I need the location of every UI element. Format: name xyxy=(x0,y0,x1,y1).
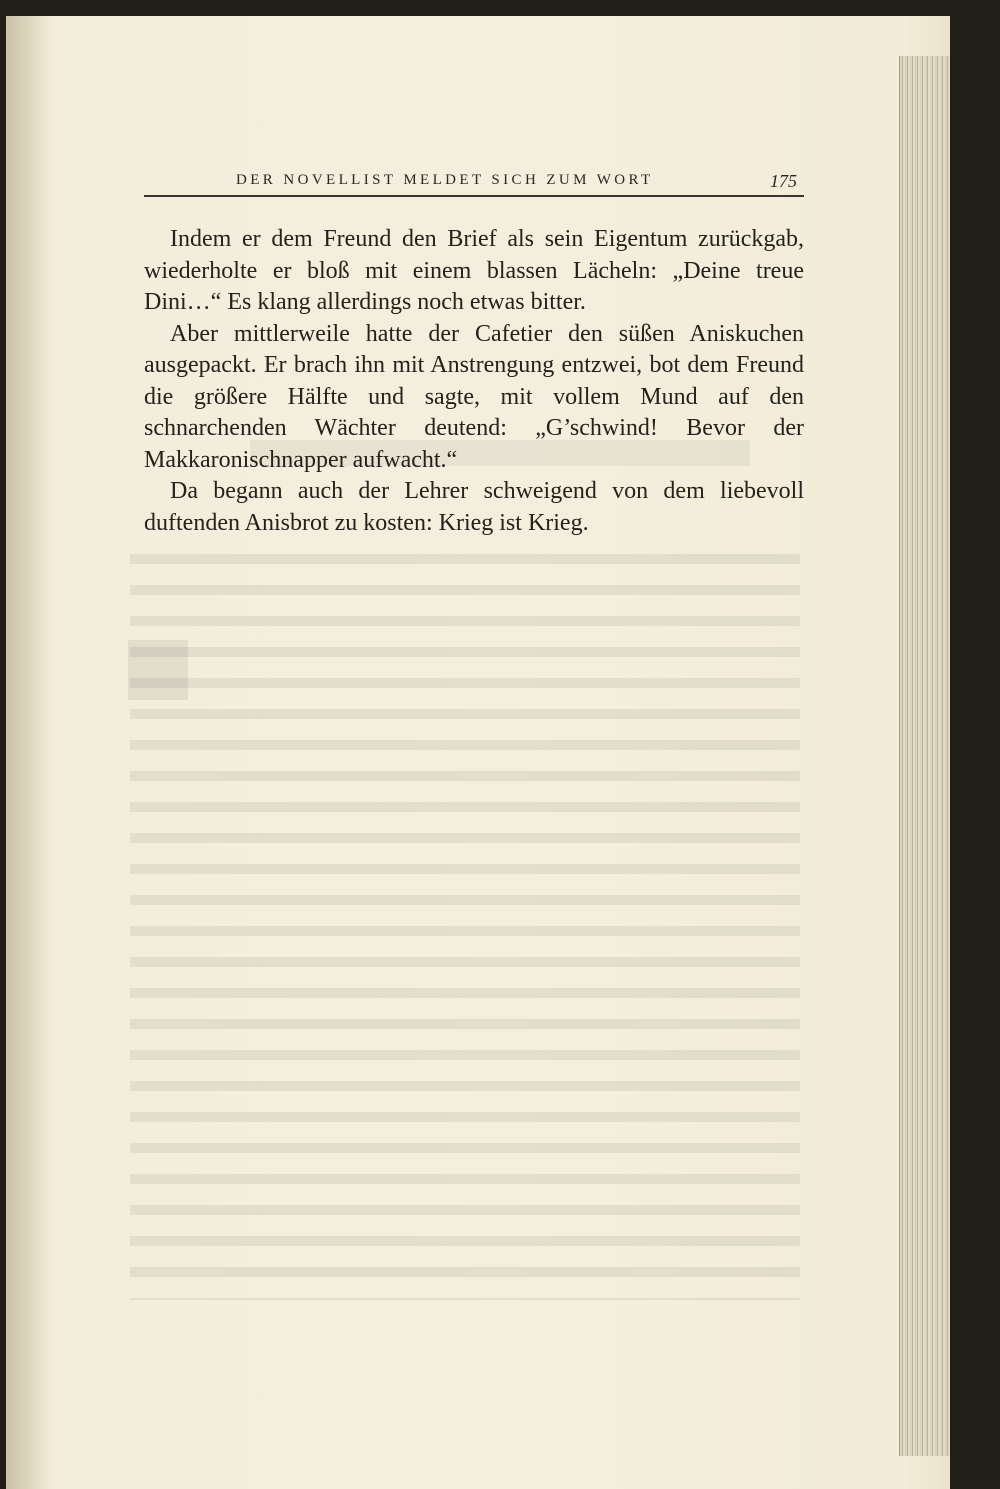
gutter-shadow xyxy=(6,16,50,1489)
header-rule xyxy=(144,195,804,197)
show-through-initial xyxy=(128,640,188,700)
paragraph-3: Da begann auch der Lehrer schweigend von dem liebevoll duftenden Anisbrot zu kosten: Krieg ist Krieg. xyxy=(144,478,804,536)
body-text xyxy=(144,224,804,539)
page-number: 175 xyxy=(770,171,797,191)
paragraph-1: Indem er dem Freund den Brief als sein Eigentum zurückgab, wiederholte er bloß mit einem blassen Lächeln: „Deine treue Dini…“ Es klang allerdings noch etwas bitter. xyxy=(144,226,804,315)
running-head: DER NOVELLIST MELDET SICH ZUM WORT xyxy=(236,172,654,188)
show-through-text xyxy=(130,540,800,1300)
paragraph-2: Aber mittlerweile hatte der Cafetier den süßen Aniskuchen ausgepackt. Er brach ihn mit Anstrengung entzwei, bot dem Freund die größere Hälfte und sagte, mit vollem Mund auf den schnarchenden Wächter deutend: „G’schwind! Bevor der Makkaronischnapper aufwacht.“ xyxy=(144,320,804,473)
page-edges xyxy=(899,56,950,1456)
